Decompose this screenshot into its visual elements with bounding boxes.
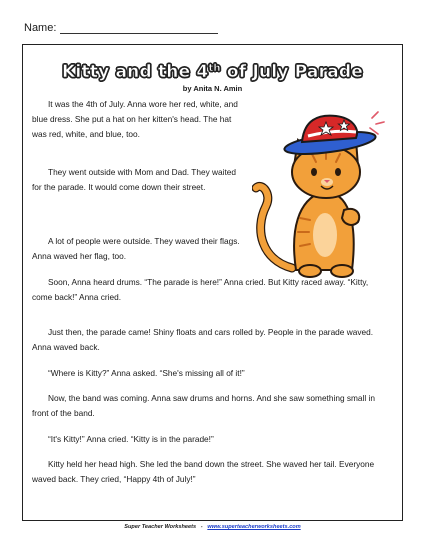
footer-separator: - xyxy=(200,524,203,530)
title-superscript: th xyxy=(208,63,221,74)
paragraph-7: Now, the band was coming. Anna saw drums and horns. And she saw something small in front of the band. xyxy=(32,393,375,418)
paragraph-5: Just then, the parade came! Shiny floats and cars rolled by. People in the parade waved. Anna waved back. xyxy=(32,327,374,352)
name-label: Name: xyxy=(24,22,57,34)
paragraph-4: Soon, Anna heard drums. “The parade is here!” Anna cried. But Kitty raced away. “Kitty, come back!” Anna cried. xyxy=(32,277,369,302)
page-footer xyxy=(0,524,425,530)
paragraph-9: Kitty held her head high. She led the band down the street. She waved her tail. Everyone waved back. They cried, “Happy 4th of July!” xyxy=(32,459,375,484)
title-part-1: Kitty and the 4 xyxy=(62,62,209,82)
footer-brand: Super Teacher Worksheets xyxy=(124,524,197,530)
paragraph-6: “Where is Kitty?” Anna asked. “She's missing all of it!” xyxy=(48,368,245,378)
footer-url-link[interactable]: www.superteacherworksheets.com xyxy=(207,524,301,530)
paragraph-1: It was the 4th of July. Anna wore her red, white, and blue dress. She put a hat on her kitten's head. The hat was red, white, and blue, too. xyxy=(32,99,238,139)
name-write-line[interactable] xyxy=(60,23,218,34)
paragraph-3: A lot of people were outside. They waved their flags. Anna waved her flag, too. xyxy=(32,236,240,261)
paragraph-8: “It's Kitty!” Anna cried. “Kitty is in the parade!” xyxy=(48,434,214,444)
story-title xyxy=(0,62,425,82)
paragraph-2: They went outside with Mom and Dad. They waited for the parade. It would come down their street. xyxy=(32,167,237,192)
story-byline: by Anita N. Amin xyxy=(182,84,243,93)
cat-in-patriotic-hat-icon xyxy=(252,110,400,280)
name-field-row xyxy=(24,22,218,34)
title-part-2: of July Parade xyxy=(220,62,363,82)
